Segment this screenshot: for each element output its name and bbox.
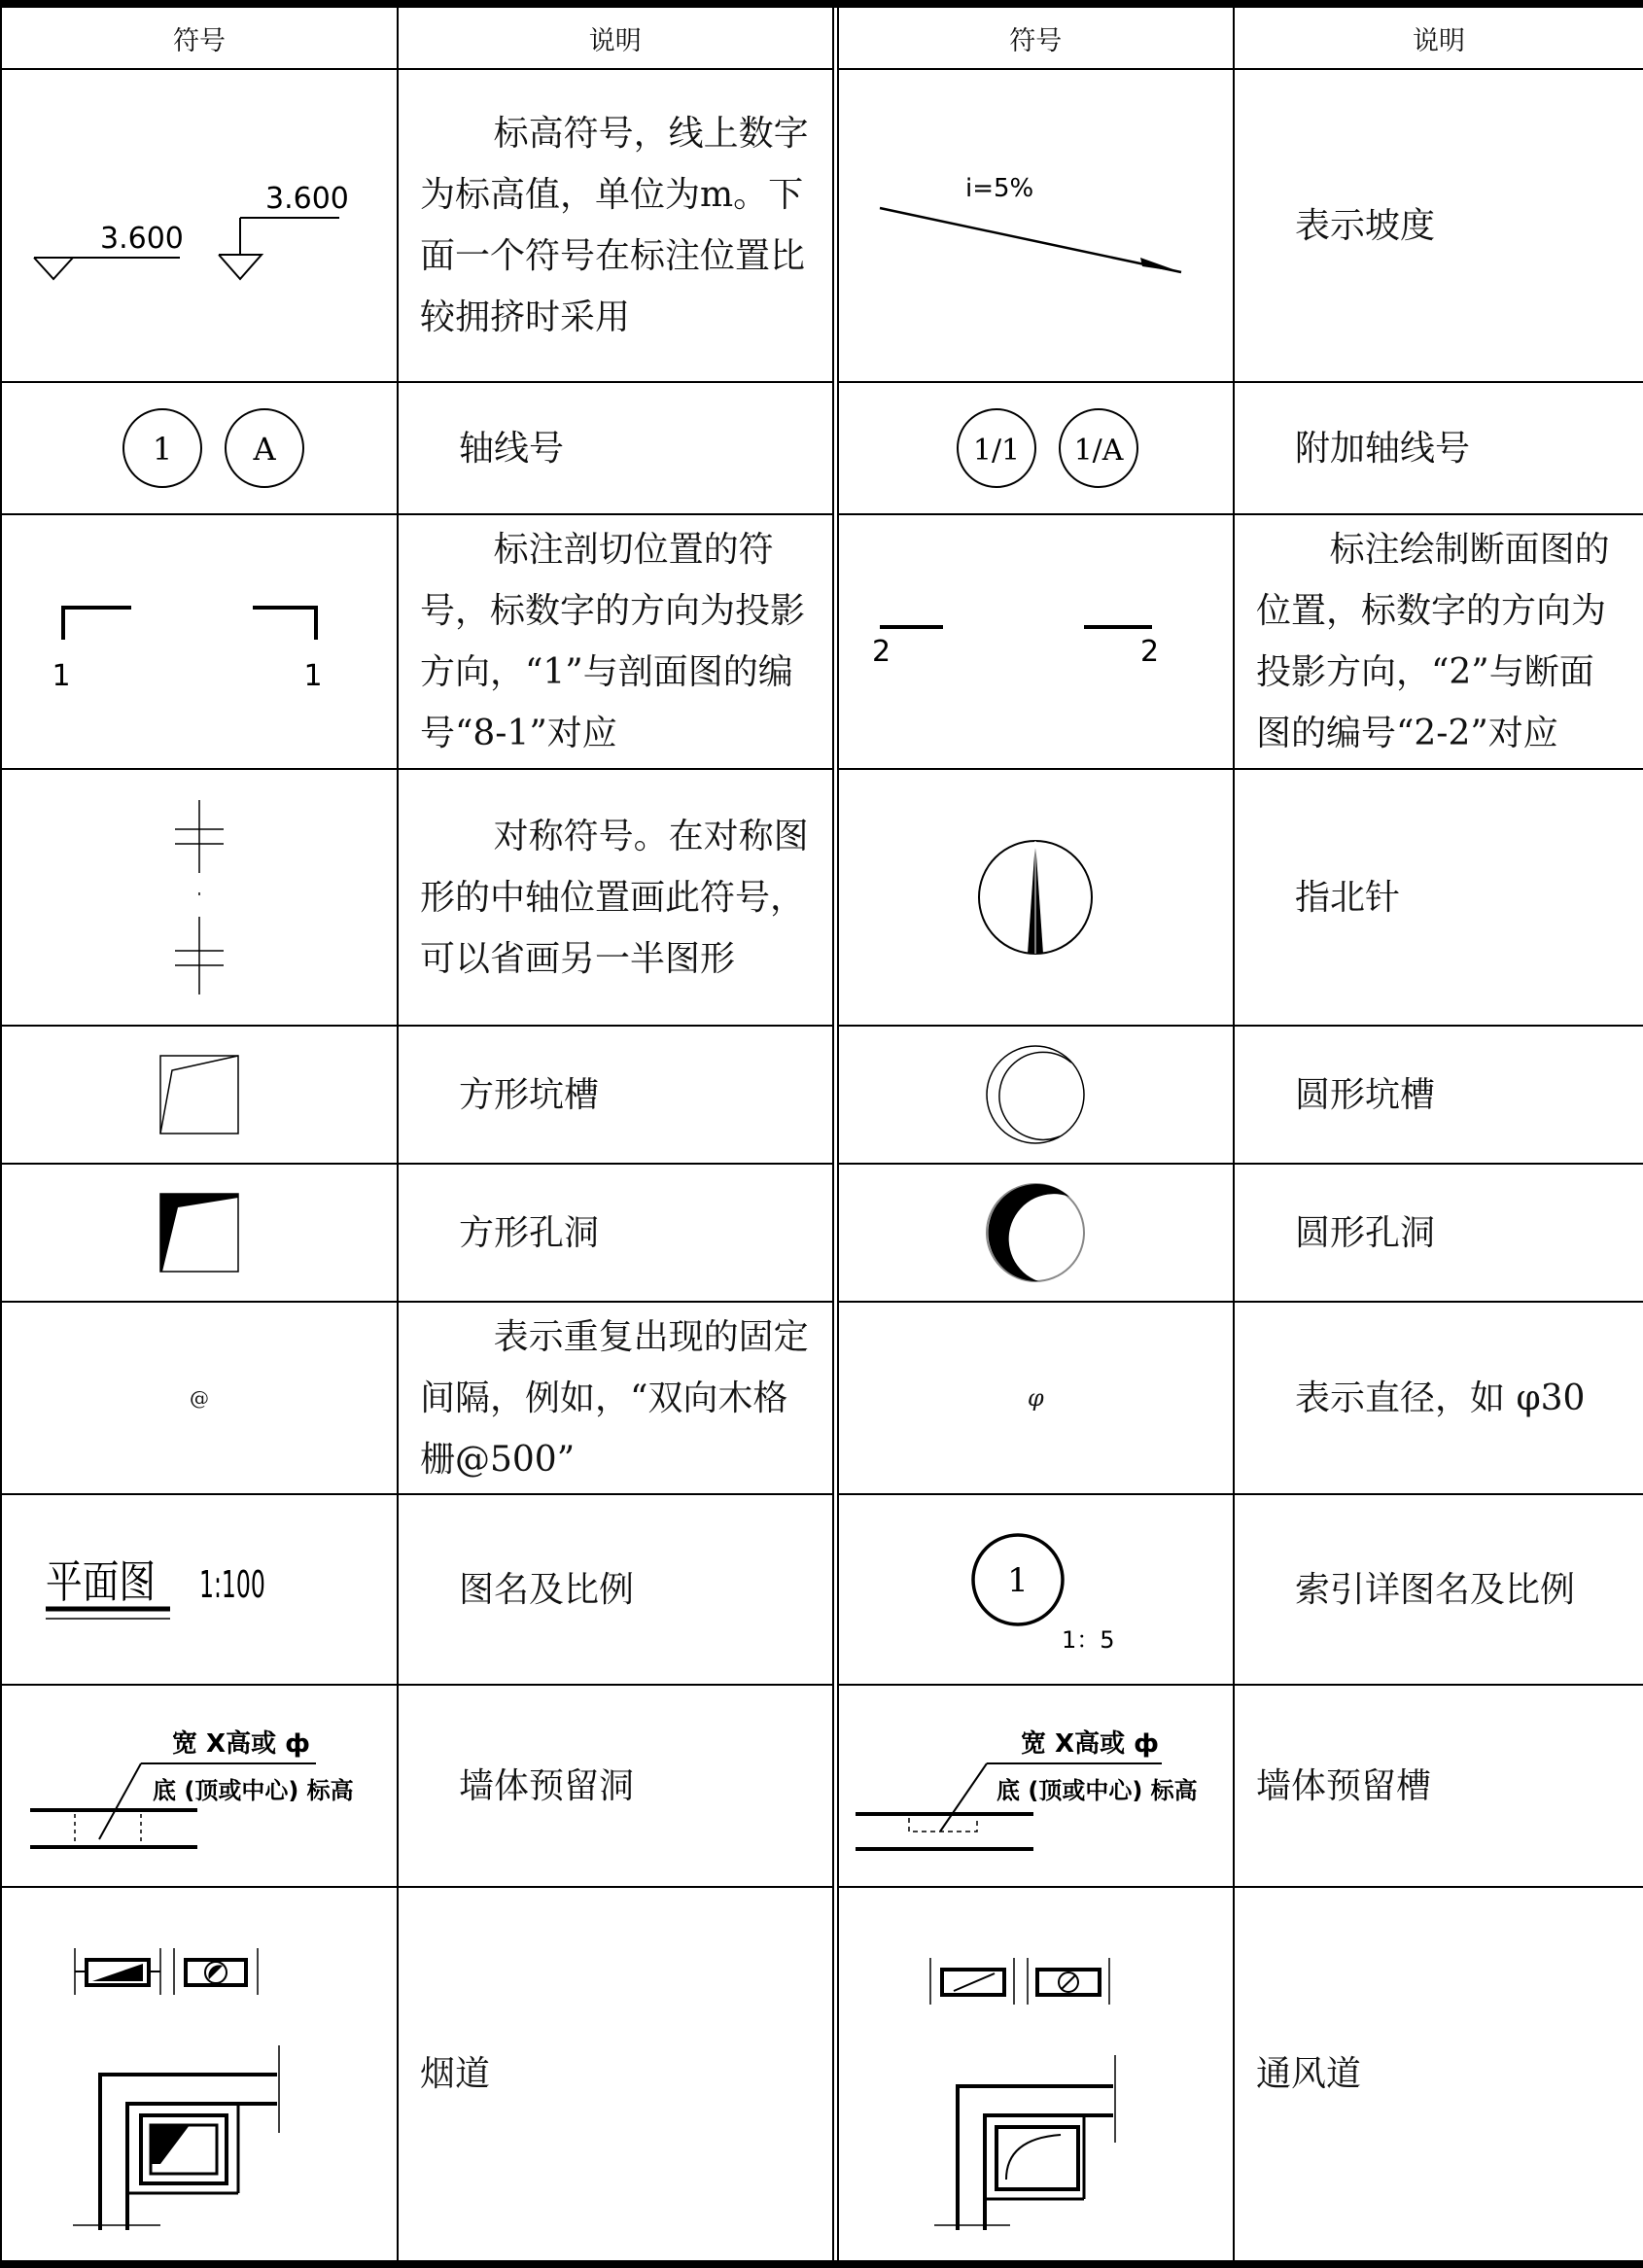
wall-slot-description: 墙体预留槽	[1234, 1685, 1643, 1887]
table-row	[1, 1164, 1643, 1302]
table-row	[1, 1685, 1643, 1887]
diameter-description: 表示直径，如 φ30	[1234, 1302, 1643, 1494]
symmetry-description: 对称符号。在对称图形的中轴位置画此符号，可以省画另一半图形	[398, 769, 835, 1026]
header-symbol-left: 符号	[1, 4, 398, 69]
section-cut-symbol-cell	[1, 514, 398, 769]
round-pit-symbol-cell	[835, 1026, 1234, 1164]
header-desc-right: 说明	[1234, 4, 1643, 69]
header-symbol-right: 符号	[835, 4, 1234, 69]
detail-index-number: 1	[1007, 1561, 1030, 1600]
table-row	[1, 769, 1643, 1026]
table-row	[1, 514, 1643, 769]
additional-axis-symbol-cell	[835, 382, 1234, 514]
table-row	[1, 382, 1643, 514]
additional-axis-label-1-1: 1/1	[973, 434, 1021, 468]
symmetry-symbol-cell	[1, 769, 398, 1026]
square-pit-symbol-cell	[1, 1026, 398, 1164]
at-sign-symbol: @	[190, 1386, 209, 1410]
drawing-title-symbol-cell	[1, 1494, 398, 1685]
slope-symbol-cell	[835, 69, 1234, 382]
header-desc-left: 说明	[398, 4, 835, 69]
wall-hole-symbol-cell	[1, 1685, 398, 1887]
square-hole-symbol-cell	[1, 1164, 398, 1302]
square-pit-description: 方形坑槽	[398, 1026, 835, 1164]
axis-number-description: 轴线号	[398, 382, 835, 514]
wall-slot-dim-label: 宽 X高或 ф	[1021, 1729, 1160, 1759]
axis-label-a: A	[253, 431, 276, 468]
table-row	[1, 1494, 1643, 1685]
north-arrow-icon	[967, 829, 1103, 965]
round-hole-icon	[982, 1179, 1089, 1286]
elevation-value-1: 3.600	[100, 222, 184, 256]
table-row	[1, 1887, 1643, 2264]
section-number-left: 1	[52, 659, 71, 693]
ventilation-symbol-cell	[835, 1887, 1234, 2264]
wall-reserved-slot-icon	[841, 1713, 1230, 1859]
detail-index-scale: 1：5	[1062, 1626, 1115, 1654]
ventilation-duct-icon	[890, 1909, 1181, 2240]
flue-symbol-cell	[1, 1887, 398, 2264]
additional-axis-number-icon	[851, 395, 1220, 502]
axis-number-icon	[15, 395, 384, 502]
cross-section-description: 标注绘制断面图的位置，标数字的方向为投影方向，“2”与断面图的编号“2-2”对应	[1234, 514, 1643, 769]
cross-section-icon	[851, 583, 1220, 700]
wall-reserved-hole-icon	[5, 1713, 394, 1859]
elevation-symbol-cell	[1, 69, 398, 382]
round-pit-description: 圆形坑槽	[1234, 1026, 1643, 1164]
additional-axis-description: 附加轴线号	[1234, 382, 1643, 514]
axis-number-symbol-cell	[1, 382, 398, 514]
wall-hole-dim-label: 宽 X高或 ф	[172, 1729, 310, 1759]
elevation-symbol-icon	[15, 157, 384, 294]
section-cut-icon	[15, 583, 384, 700]
square-pit-icon	[151, 1046, 248, 1143]
table-header-row	[1, 4, 1643, 69]
slope-arrow-icon	[851, 157, 1220, 294]
drawing-title-text: 平面图	[46, 1555, 157, 1608]
elevation-description: 标高符号，线上数字为标高值，单位为m。下面一个符号在标注位置比较拥挤时采用	[398, 69, 835, 382]
round-pit-icon	[982, 1041, 1089, 1148]
table-row	[1, 1026, 1643, 1164]
section-number-right: 1	[303, 659, 323, 693]
symmetry-icon	[141, 790, 258, 1004]
cross-section-number-right: 2	[1140, 635, 1160, 669]
round-hole-description: 圆形孔洞	[1234, 1164, 1643, 1302]
axis-label-1: 1	[152, 431, 173, 468]
additional-axis-label-1-a: 1/A	[1073, 434, 1124, 468]
drawing-scale-text: 1:100	[198, 1564, 265, 1607]
elevation-value-2: 3.600	[265, 182, 349, 216]
slope-description: 表示坡度	[1234, 69, 1643, 382]
cross-section-symbol-cell	[835, 514, 1234, 769]
interval-symbol-cell	[1, 1302, 398, 1494]
interval-description: 表示重复出现的固定间隔，例如，“双向木格栅@500”	[398, 1302, 835, 1494]
section-cut-description: 标注剖切位置的符号，标数字的方向为投影方向，“1”与剖面图的编号“8-1”对应	[398, 514, 835, 769]
drawing-title-description: 图名及比例	[398, 1494, 835, 1685]
cross-section-number-left: 2	[872, 635, 891, 669]
flue-description: 烟道	[398, 1887, 835, 2264]
north-arrow-description: 指北针	[1234, 769, 1643, 1026]
flue-icon	[53, 1909, 345, 2240]
diameter-symbol-cell	[835, 1302, 1234, 1494]
wall-slot-elevation-label: 底 (顶或中心) 标高	[996, 1777, 1198, 1804]
table-row	[1, 1302, 1643, 1494]
ventilation-description: 通风道	[1234, 1887, 1643, 2264]
square-hole-description: 方形孔洞	[398, 1164, 835, 1302]
wall-hole-elevation-label: 底 (顶或中心) 标高	[153, 1777, 354, 1804]
square-hole-icon	[151, 1184, 248, 1281]
wall-hole-description: 墙体预留洞	[398, 1685, 835, 1887]
north-arrow-symbol-cell	[835, 769, 1234, 1026]
detail-index-symbol-cell	[835, 1494, 1234, 1685]
slope-value: i=5%	[965, 174, 1034, 203]
round-hole-symbol-cell	[835, 1164, 1234, 1302]
wall-slot-symbol-cell	[835, 1685, 1234, 1887]
phi-symbol: φ	[1027, 1384, 1044, 1412]
drawing-title-icon	[15, 1531, 384, 1648]
detail-index-icon	[851, 1512, 1220, 1667]
detail-index-description: 索引详图名及比例	[1234, 1494, 1643, 1685]
table-row	[1, 69, 1643, 382]
